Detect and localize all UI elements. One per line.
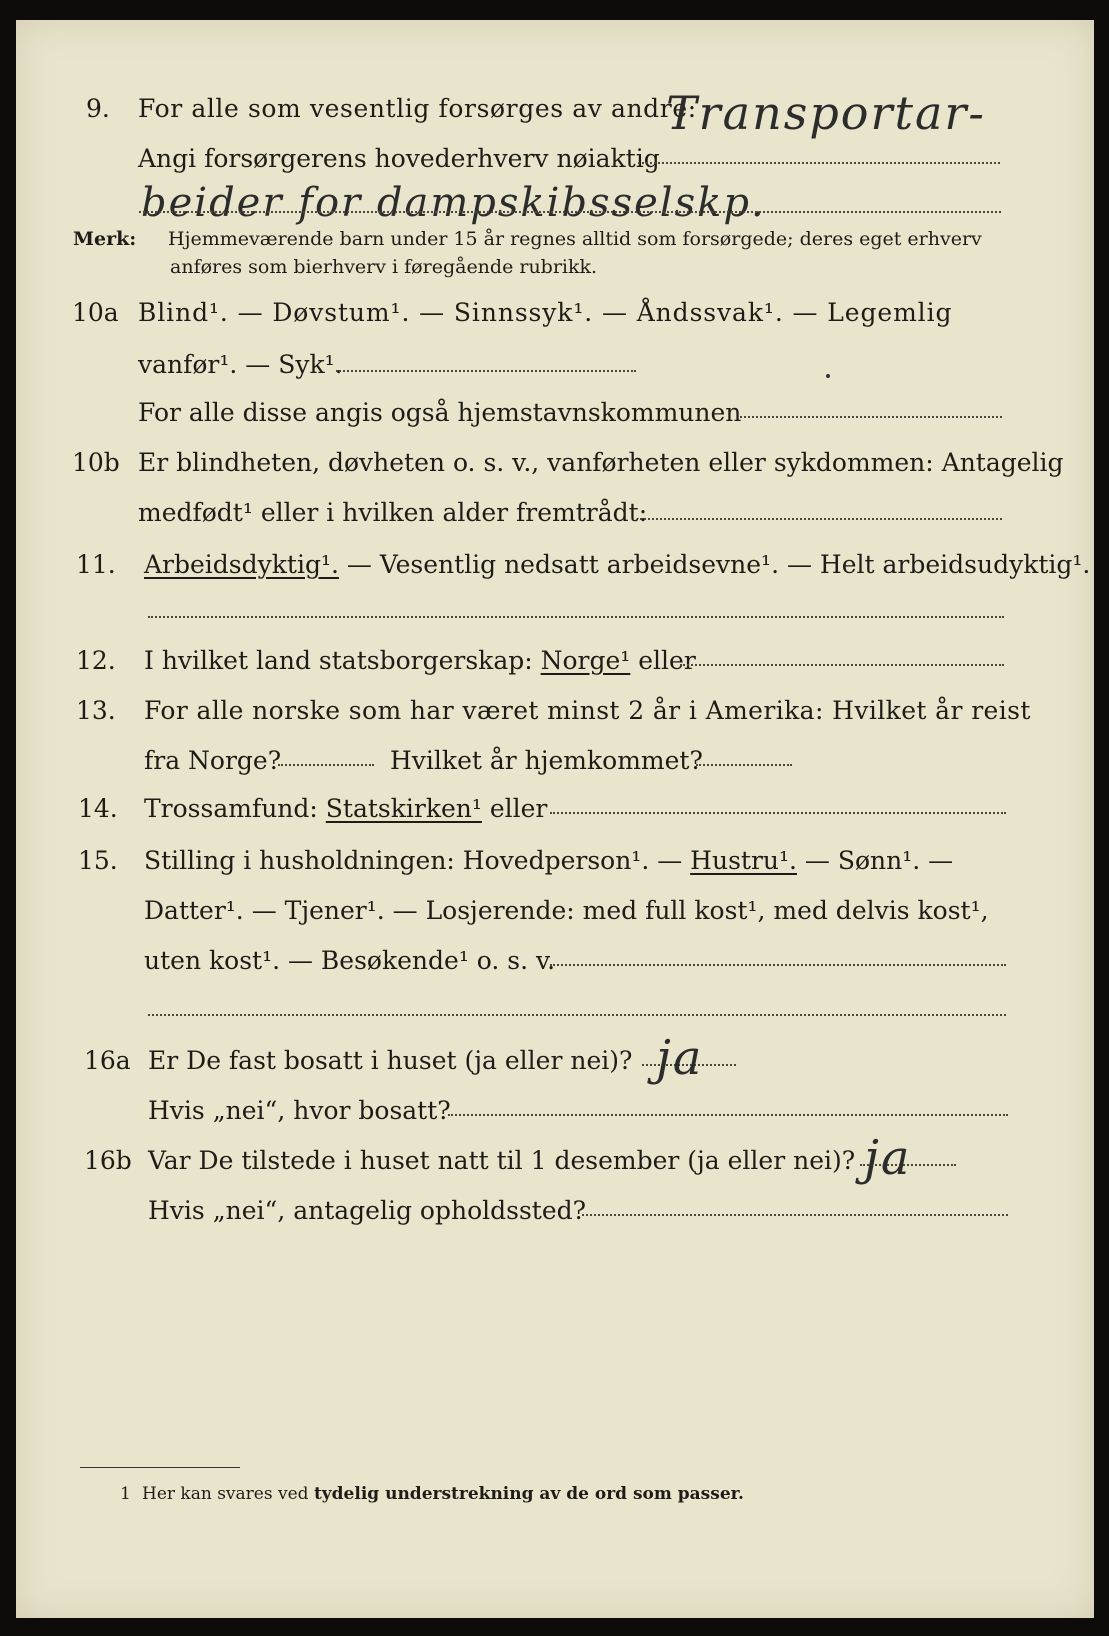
q16a-text-line2: Hvis „nei“, hvor bosatt? (148, 1096, 451, 1125)
q9-fill-line2 (139, 211, 1001, 213)
q9-text-line2: Angi forsørgerens hovederhverv nøiaktig (138, 144, 660, 173)
q14-fill-line (550, 812, 1006, 814)
q15-text-line3: uten kost¹. — Besøkende¹ o. s. v. (144, 946, 556, 975)
q13-fill-hjemkommet (696, 764, 792, 766)
q14-option-statskirken-underlined: Statskirken¹ (325, 794, 482, 823)
q15-text-line1 (144, 846, 953, 875)
q16a-fill-line2 (448, 1114, 1008, 1116)
q11-fill-line (148, 616, 1004, 618)
q13-text-line1: For alle norske som har været minst 2 år i Amerika: Hvilket år reist (144, 696, 1031, 725)
q9-number: 9. (86, 94, 110, 123)
q10a-text-line2: vanfør¹. — Syk¹. (138, 350, 343, 379)
q15-fill-line1 (550, 964, 1006, 966)
q14-text (144, 794, 547, 823)
footnote-text-bold: tydelig understrekning av de ord som passer. (313, 1484, 744, 1504)
q15-fill-line2 (148, 1014, 1006, 1016)
q16a-number: 16a (84, 1046, 131, 1075)
footnote-text-pre: Her kan svares ved (142, 1484, 314, 1504)
q16b-number: 16b (84, 1146, 132, 1175)
footnote-mark: 1 (120, 1484, 131, 1504)
q12-fill-line (680, 664, 1004, 666)
q9-handwritten-occupation: Transportar- (666, 86, 986, 140)
q9-fill-line1 (638, 162, 1000, 164)
q12-text-post: eller (630, 646, 696, 675)
q10b-text-line1: Er blindheten, døvheten o. s. v., vanførheten eller sykdommen: Antagelig (138, 448, 1064, 477)
q16b-handwritten-answer: ja (864, 1130, 912, 1186)
q14-text-pre: Trossamfund: (144, 794, 326, 823)
q15-text-line1a: Stilling i husholdningen: Hovedperson¹. — (144, 846, 691, 875)
q10a-fill-line1 (336, 370, 636, 372)
footnote-rule (80, 1467, 240, 1468)
q11-text-rest: — Vesentlig nedsatt arbeidsevne¹. — Helt arbeidsudyktig¹. (338, 550, 1091, 579)
footnote-text (142, 1484, 744, 1504)
q12-text (144, 646, 696, 675)
q12-option-norge-underlined: Norge¹ (540, 646, 631, 675)
q13-text-line2a: fra Norge? (144, 746, 282, 775)
q11-number: 11. (76, 550, 116, 579)
q10a-text-line3: For alle disse angis også hjemstavnskommunen (138, 398, 742, 427)
q15-text-line1b: — Sønn¹. — (796, 846, 954, 875)
q15-option-hustru-underlined: Hustru¹. (690, 846, 797, 875)
q10b-number: 10b (72, 448, 120, 477)
merk-text-line1: Hjemmeværende barn under 15 år regnes alltid som forsørgede; deres eget erhverv (168, 228, 982, 250)
q12-text-pre: I hvilket land statsborgerskap: (144, 646, 541, 675)
q16a-text-line1: Er De fast bosatt i huset (ja eller nei)? (148, 1046, 633, 1075)
q10a-number: 10a (72, 298, 119, 327)
q12-number: 12. (76, 646, 116, 675)
census-form-page (16, 20, 1094, 1618)
q10b-fill-line (640, 518, 1002, 520)
q14-text-post: eller (481, 794, 548, 823)
q14-number: 14. (78, 794, 118, 823)
q16b-text-line1: Var De tilstede i huset natt til 1 desember (ja eller nei)? (148, 1146, 856, 1175)
q9-handwritten-occupation-cont: beider for dampskibsselskp. (141, 180, 766, 226)
q11-text (144, 550, 1090, 579)
q16a-handwritten-answer: ja (656, 1030, 704, 1086)
q13-number: 13. (76, 696, 116, 725)
q10a-text-line1: Blind¹. — Døvstum¹. — Sinnssyk¹. — Åndssvak¹. — Legemlig (138, 298, 953, 327)
q16b-text-line2: Hvis „nei“, antagelig opholdssted? (148, 1196, 587, 1225)
q10b-text-line2: medfødt¹ eller i hvilken alder fremtrådt: (138, 498, 648, 527)
ink-speck (826, 374, 830, 378)
merk-text-line2: anføres som bierhverv i føregående rubrikk. (170, 256, 598, 278)
q10a-fill-line2 (740, 416, 1002, 418)
q15-text-line2: Datter¹. — Tjener¹. — Losjerende: med full kost¹, med delvis kost¹, (144, 896, 989, 925)
q15-number: 15. (78, 846, 118, 875)
q13-fill-reist (278, 764, 374, 766)
q9-text-line1: For alle som vesentlig forsørges av andre: (138, 94, 697, 123)
q13-text-line2b: Hvilket år hjemkommet? (390, 746, 703, 775)
q11-option-arbeidsdyktig-underlined: Arbeidsdyktig¹. (144, 550, 339, 579)
merk-label: Merk: (73, 228, 137, 250)
q16b-fill-line2 (582, 1214, 1008, 1216)
